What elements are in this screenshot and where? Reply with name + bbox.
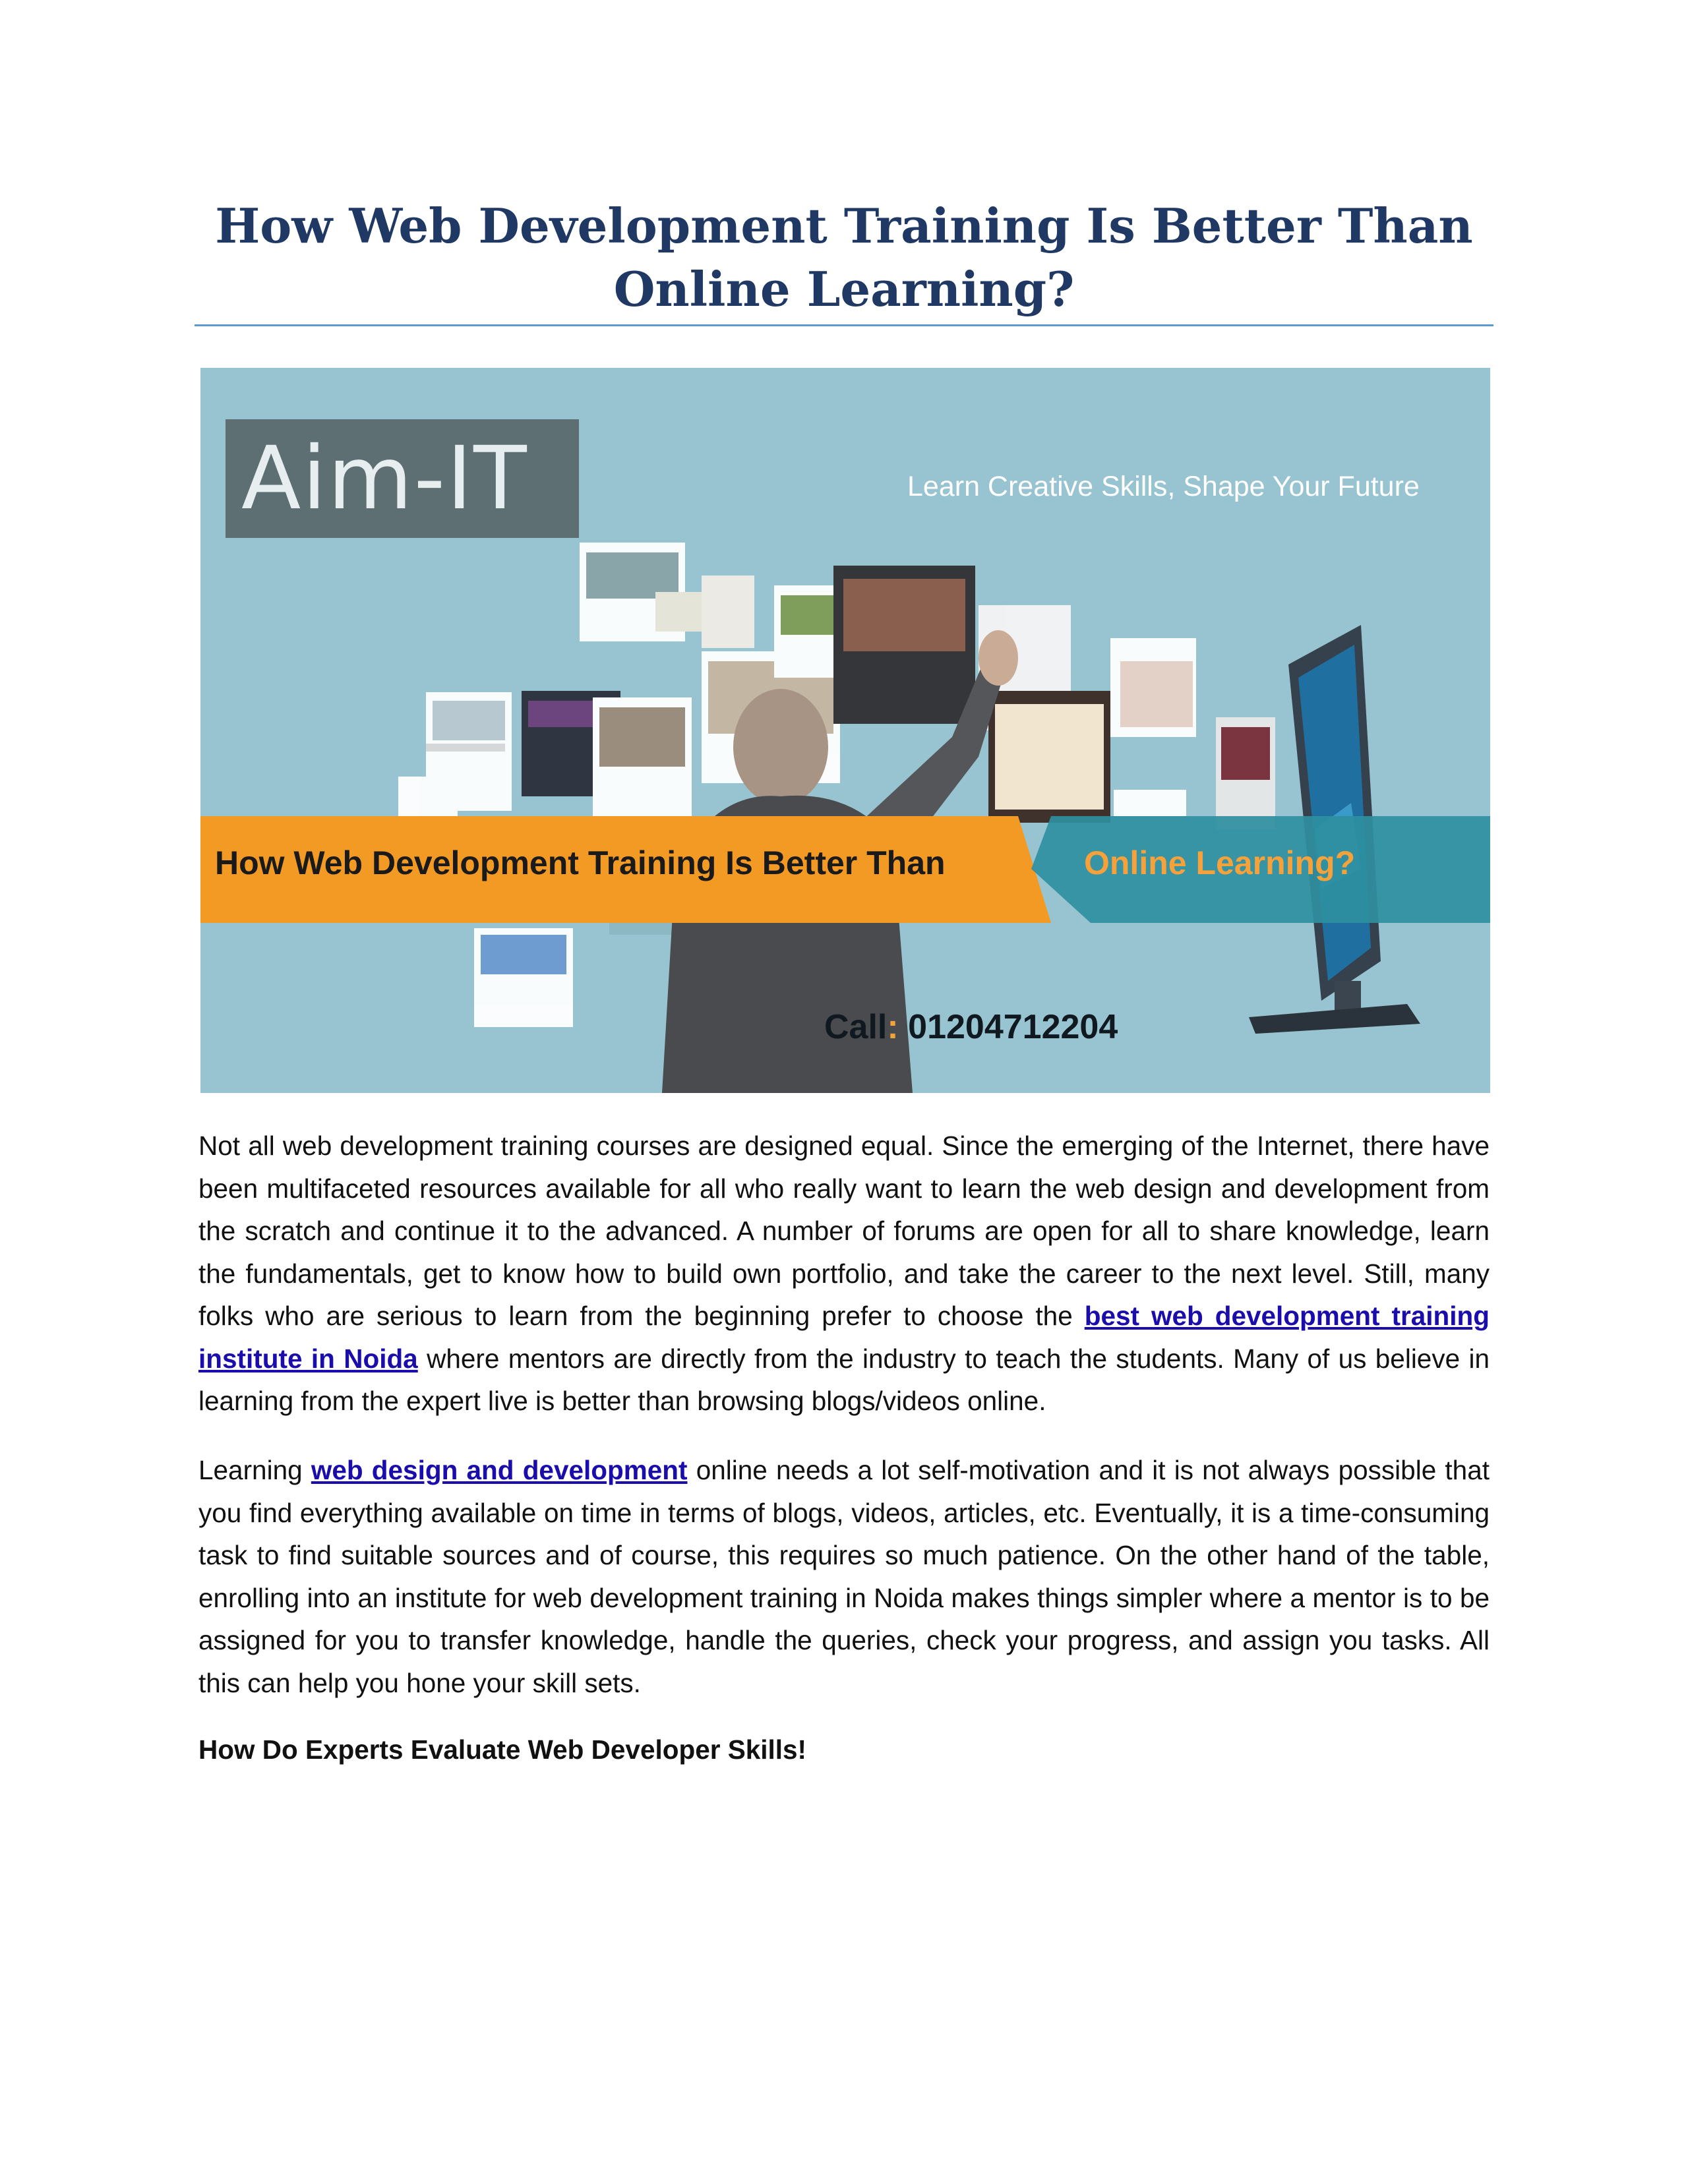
aim-it-logo: Aim-IT xyxy=(241,428,528,529)
banner-strip-left-text: How Web Development Training Is Better Than xyxy=(215,844,946,881)
paragraph-learning xyxy=(198,1449,1490,1704)
paragraph-intro xyxy=(198,1125,1490,1423)
title-divider xyxy=(195,324,1493,326)
paragraph-learning-text-b: online needs a lot self-motivation and it is not always possible that you find everything available on time in terms of blogs, videos, articles, etc. Eventually, it is a time-consuming task to find suitable sources and of course, this requires so much patience. On the other hand of the table, enrolling into an institute for web development training in Noida makes things simpler where a mentor is to be assigned for you to transfer knowledge, handle the queries, check your progress, and assign you tasks. All this can help you hone your skill sets. xyxy=(198,1455,1490,1698)
best-institute-link[interactable]: best web development training institute in Noida xyxy=(198,1301,1490,1374)
banner-image xyxy=(200,368,1490,1093)
paragraph-intro-text-a: Not all web development training courses are designed equal. Since the emerging of the Internet, there have been multifaceted resources available for all who really want to learn the web design and development from the scratch and continue it to the advanced. A number of forums are open for all to share knowledge, learn the fundamentals, get to know how to build own portfolio, and take the career to the next level. Still, many folks who are serious to learn from the beginning prefer to choose the xyxy=(198,1131,1490,1331)
call-label: Call xyxy=(824,1008,888,1046)
call-number: 01204712204 xyxy=(908,1008,1118,1046)
web-design-development-link[interactable]: web design and development xyxy=(311,1455,688,1485)
paragraph-intro-text-b: where mentors are directly from the industry to teach the students. Many of us believe in learning from the expert live is better than browsing blogs/videos online. xyxy=(198,1343,1490,1416)
call-separator: : xyxy=(887,1008,899,1046)
logo-box xyxy=(226,419,579,538)
section-subheading: How Do Experts Evaluate Web Developer Skills! xyxy=(198,1734,807,1765)
page-title: How Web Development Training Is Better Than Online Learning? xyxy=(215,198,1473,317)
paragraph-learning-text-a: Learning xyxy=(198,1455,311,1485)
banner-tagline: Learn Creative Skills, Shape Your Future xyxy=(907,471,1420,502)
call-line xyxy=(824,1007,1118,1047)
banner-strip-right-text: Online Learning? xyxy=(1084,844,1356,881)
